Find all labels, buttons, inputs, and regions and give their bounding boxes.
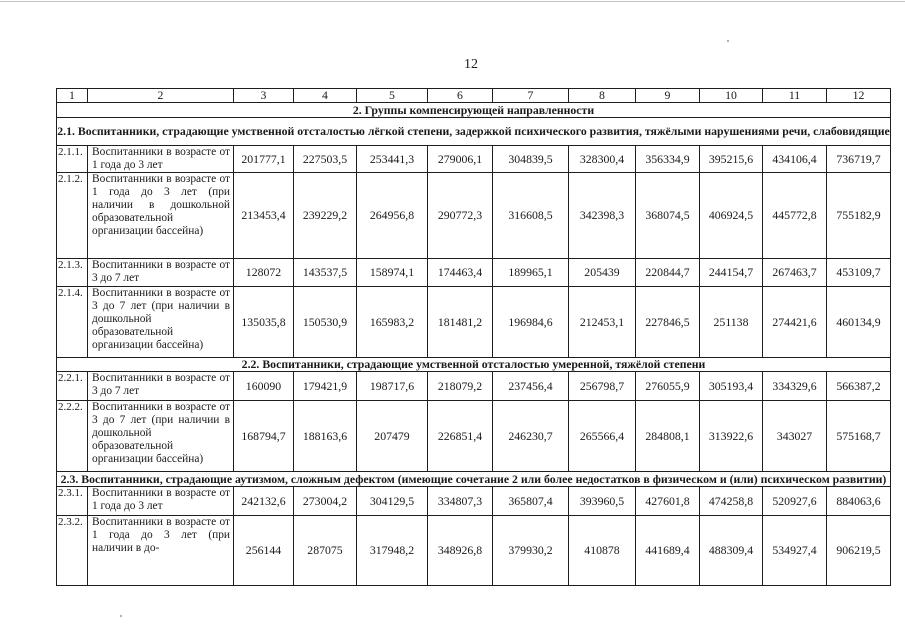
value-cell: 160090	[234, 372, 294, 401]
value-cell: 328300,4	[569, 146, 636, 173]
row-code: 2.3.1.	[57, 487, 88, 516]
row-description: Воспитанники в возрасте от 1 года до 3 лет	[88, 146, 234, 173]
column-number: 5	[357, 89, 428, 103]
table-row	[57, 516, 891, 586]
value-cell: 287075	[294, 516, 357, 586]
value-cell: 445772,8	[763, 173, 827, 259]
value-cell: 304839,5	[493, 146, 569, 173]
value-cell: 253441,3	[357, 146, 428, 173]
column-number: 4	[294, 89, 357, 103]
value-cell: 342398,3	[569, 173, 636, 259]
value-cell: 317948,2	[357, 516, 428, 586]
value-cell: 181481,2	[428, 287, 493, 358]
page-number: 12	[464, 57, 478, 72]
value-cell: 267463,7	[763, 259, 827, 287]
section-heading-row	[57, 472, 891, 487]
section-heading: 2.1. Воспитанники, страдающие умственной отсталостью лёгкой степени, задержкой психического развития, тяжёлыми нарушениями речи, слабовидящие	[57, 118, 891, 146]
value-cell: 534927,4	[763, 516, 827, 586]
value-cell: 165983,2	[357, 287, 428, 358]
value-cell: 179421,9	[294, 372, 357, 401]
value-cell: 128072	[234, 259, 294, 287]
row-code: 2.2.2.	[57, 401, 88, 472]
value-cell: 274421,6	[763, 287, 827, 358]
value-cell: 150530,9	[294, 287, 357, 358]
value-cell: 226851,4	[428, 401, 493, 472]
row-description: Воспитанники в возрасте от 1 года до 3 лет (при наличии в до-	[88, 516, 234, 586]
value-cell: 755182,9	[827, 173, 891, 259]
row-description: Воспитанники в возрасте от 1 года до 3 лет (при наличии в дошкольной образовательной организации бассейна)	[88, 173, 234, 259]
value-cell: 264956,8	[357, 173, 428, 259]
value-cell: 304129,5	[357, 487, 428, 516]
value-cell: 207479	[357, 401, 428, 472]
value-cell: 237456,4	[493, 372, 569, 401]
scan-speck	[727, 40, 729, 42]
row-code: 2.1.2.	[57, 173, 88, 259]
value-cell: 168794,7	[234, 401, 294, 472]
value-cell: 379930,2	[493, 516, 569, 586]
value-cell: 279006,1	[428, 146, 493, 173]
value-cell: 356334,9	[636, 146, 700, 173]
value-cell: 736719,7	[827, 146, 891, 173]
table-row	[57, 173, 891, 259]
value-cell: 343027	[763, 401, 827, 472]
column-number: 3	[234, 89, 294, 103]
value-cell: 393960,5	[569, 487, 636, 516]
scan-edge-top	[0, 1, 905, 2]
column-number: 6	[428, 89, 493, 103]
value-cell: 334329,6	[763, 372, 827, 401]
row-code: 2.3.2.	[57, 516, 88, 586]
table-row	[57, 146, 891, 173]
value-cell: 227503,5	[294, 146, 357, 173]
value-cell: 575168,7	[827, 401, 891, 472]
value-cell: 460134,9	[827, 287, 891, 358]
scan-speck	[120, 615, 122, 617]
table-row	[57, 287, 891, 358]
value-cell: 290772,3	[428, 173, 493, 259]
value-cell: 227846,5	[636, 287, 700, 358]
value-cell: 143537,5	[294, 259, 357, 287]
value-cell: 434106,4	[763, 146, 827, 173]
value-cell: 213453,4	[234, 173, 294, 259]
value-cell: 256798,7	[569, 372, 636, 401]
row-description: Воспитанники в возрасте от 3 до 7 лет (при наличии в дошкольной образовательной организации бассейна)	[88, 287, 234, 358]
value-cell: 348926,8	[428, 516, 493, 586]
value-cell: 265566,4	[569, 401, 636, 472]
value-cell: 220844,7	[636, 259, 700, 287]
table-row	[57, 372, 891, 401]
value-cell: 474258,8	[700, 487, 763, 516]
value-cell: 441689,4	[636, 516, 700, 586]
value-cell: 334807,3	[428, 487, 493, 516]
value-cell: 395215,6	[700, 146, 763, 173]
value-cell: 135035,8	[234, 287, 294, 358]
row-description: Воспитанники в возрасте от 3 до 7 лет	[88, 259, 234, 287]
column-number-row	[57, 89, 891, 103]
row-code: 2.1.3.	[57, 259, 88, 287]
value-cell: 365807,4	[493, 487, 569, 516]
value-cell: 188163,6	[294, 401, 357, 472]
value-cell: 198717,6	[357, 372, 428, 401]
value-cell: 313922,6	[700, 401, 763, 472]
value-cell: 256144	[234, 516, 294, 586]
value-cell: 368074,5	[636, 173, 700, 259]
value-cell: 251138	[700, 287, 763, 358]
value-cell: 246230,7	[493, 401, 569, 472]
section-heading-row	[57, 358, 891, 372]
row-description: Воспитанники в возрасте от 1 года до 3 лет	[88, 487, 234, 516]
row-code: 2.1.4.	[57, 287, 88, 358]
value-cell: 201777,1	[234, 146, 294, 173]
value-cell: 276055,9	[636, 372, 700, 401]
value-cell: 242132,6	[234, 487, 294, 516]
row-code: 2.1.1.	[57, 146, 88, 173]
column-number: 11	[763, 89, 827, 103]
value-cell: 244154,7	[700, 259, 763, 287]
column-number: 12	[827, 89, 891, 103]
column-number: 2	[88, 89, 234, 103]
table-row	[57, 401, 891, 472]
column-number: 7	[493, 89, 569, 103]
value-cell: 566387,2	[827, 372, 891, 401]
value-cell: 205439	[569, 259, 636, 287]
value-cell: 273004,2	[294, 487, 357, 516]
value-cell: 196984,6	[493, 287, 569, 358]
value-cell: 884063,6	[827, 487, 891, 516]
value-cell: 218079,2	[428, 372, 493, 401]
value-cell: 189965,1	[493, 259, 569, 287]
table-row	[57, 487, 891, 516]
value-cell: 427601,8	[636, 487, 700, 516]
section-heading: 2. Группы компенсирующей направленности	[57, 103, 891, 118]
value-cell: 158974,1	[357, 259, 428, 287]
section-heading: 2.2. Воспитанники, страдающие умственной отсталостью умеренной, тяжёлой степени	[57, 358, 891, 372]
value-cell: 174463,4	[428, 259, 493, 287]
value-cell: 305193,4	[700, 372, 763, 401]
value-cell: 239229,2	[294, 173, 357, 259]
value-cell: 284808,1	[636, 401, 700, 472]
value-cell: 410878	[569, 516, 636, 586]
tariff-table	[56, 88, 891, 586]
value-cell: 316608,5	[493, 173, 569, 259]
section-heading-row	[57, 118, 891, 146]
value-cell: 453109,7	[827, 259, 891, 287]
value-cell: 212453,1	[569, 287, 636, 358]
value-cell: 906219,5	[827, 516, 891, 586]
row-description: Воспитанники в возрасте от 3 до 7 лет (при наличии в дошкольной образовательной организации бассейна)	[88, 401, 234, 472]
table-row	[57, 259, 891, 287]
column-number: 8	[569, 89, 636, 103]
row-code: 2.2.1.	[57, 372, 88, 401]
row-description: Воспитанники в возрасте от 3 до 7 лет	[88, 372, 234, 401]
value-cell: 520927,6	[763, 487, 827, 516]
value-cell: 488309,4	[700, 516, 763, 586]
tariff-table-wrap	[56, 88, 890, 586]
column-number: 10	[700, 89, 763, 103]
value-cell: 406924,5	[700, 173, 763, 259]
column-number: 1	[57, 89, 88, 103]
section-heading-row	[57, 103, 891, 118]
section-heading: 2.3. Воспитанники, страдающие аутизмом, сложным дефектом (имеющие сочетание 2 или более недостатков в физическом и (или) психическом развитии)	[57, 472, 891, 487]
table-body	[57, 89, 891, 586]
column-number: 9	[636, 89, 700, 103]
